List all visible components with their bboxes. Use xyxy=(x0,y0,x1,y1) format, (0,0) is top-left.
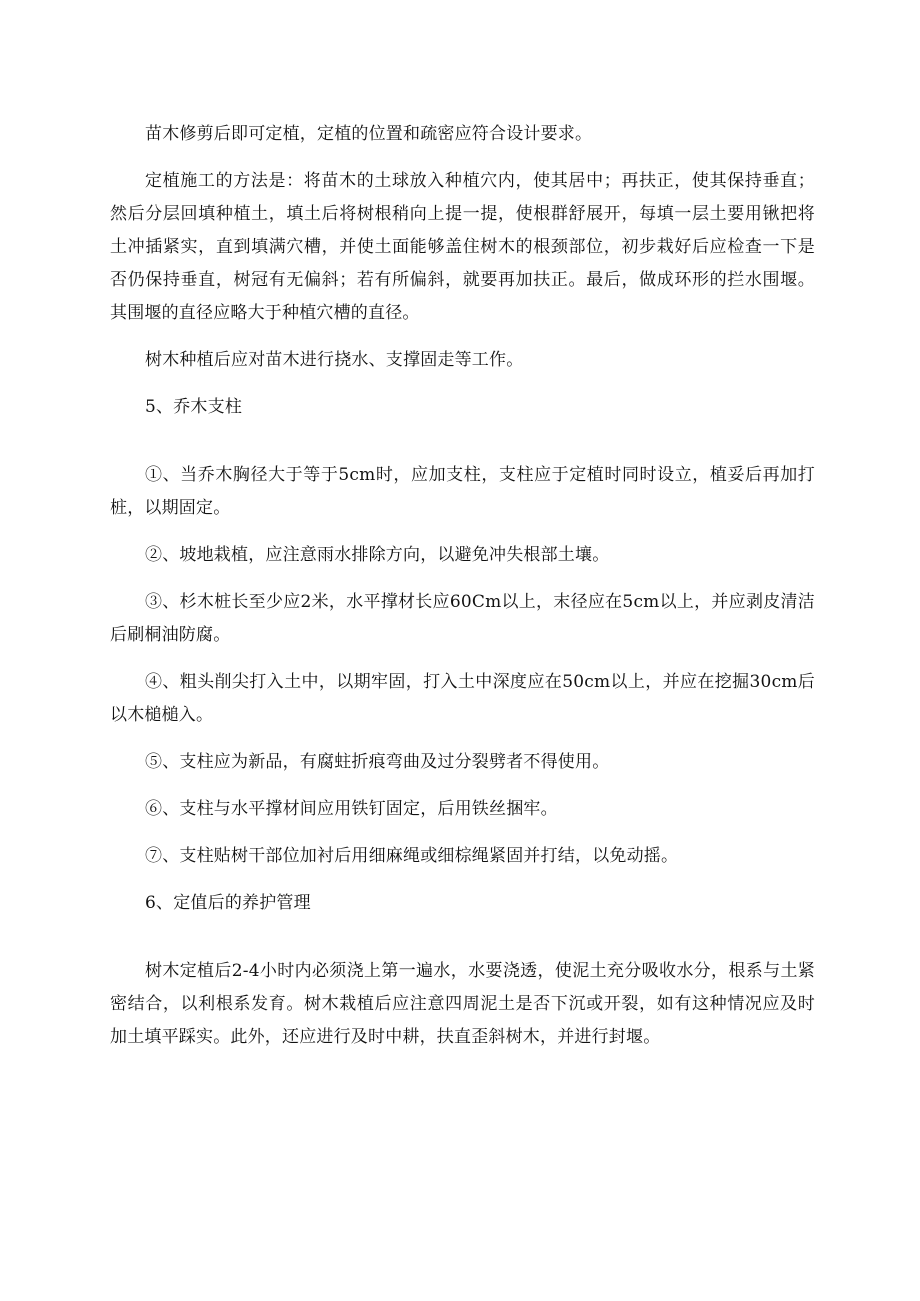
list-item-support-3: ③、杉木桩长至少应2米，水平撑材长应60Cm以上，末径应在5cm以上，并应剥皮清洁后刷桐油防腐。 xyxy=(110,592,815,645)
paragraph-planting-method: 定植施工的方法是：将苗木的土球放入种植穴内，使其居中；再扶正，使其保持垂直；然后分层回填种植土，填土后将树根稍向上提一提，使根群舒展开，每填一层土要用锹把将土冲插紧实，直到填满穴槽，并使土面能够盖住树木的根颈部位，初步栽好后应检查一下是否仍保持垂直，树冠有无偏斜；若有所偏斜，就要再加扶正。最后，做成环形的拦水围堰。其围堰的直径应略大于种植穴槽的直径。 xyxy=(110,171,815,323)
list-item-support-1: ①、当乔木胸径大于等于5cm时，应加支柱，支柱应于定植时同时设立，植妥后再加打桩，以期固定。 xyxy=(110,465,815,518)
list-item-support-6: ⑥、支柱与水平撑材间应用铁钉固定，后用铁丝捆牢。 xyxy=(145,799,558,819)
list-item-support-4: ④、粗头削尖打入土中，以期牢固，打入土中深度应在50cm以上，并应在挖掘30cm后以木槌槌入。 xyxy=(110,672,815,725)
list-item-support-5: ⑤、支柱应为新品，有腐蛀折痕弯曲及过分裂劈者不得使用。 xyxy=(145,752,610,772)
paragraph-watering-support: 树木种植后应对苗木进行挠水、支撑固走等工作。 xyxy=(145,350,524,370)
section-heading-tree-supports: 5、乔木支柱 xyxy=(145,397,243,417)
list-item-support-7: ⑦、支柱贴树干部位加衬后用细麻绳或细棕绳紧固并打结，以免动摇。 xyxy=(145,846,679,866)
paragraph-maintenance: 树木定植后2-4小时内必须浇上第一遍水，水要浇透，使泥土充分吸收水分，根系与土紧密结合，以利根系发育。树木栽植后应注意四周泥土是否下沉或开裂，如有这种情况应及时加土填平踩实。此外，还应进行及时中耕，扶直歪斜树木，并进行封堰。 xyxy=(110,961,815,1047)
section-heading-maintenance: 6、定值后的养护管理 xyxy=(145,893,311,913)
list-item-support-2: ②、坡地栽植，应注意雨水排除方向，以避免冲失根部土壤。 xyxy=(145,545,610,565)
document-page xyxy=(110,118,815,1054)
paragraph-planting-position: 苗木修剪后即可定植，定植的位置和疏密应符合设计要求。 xyxy=(145,124,593,144)
